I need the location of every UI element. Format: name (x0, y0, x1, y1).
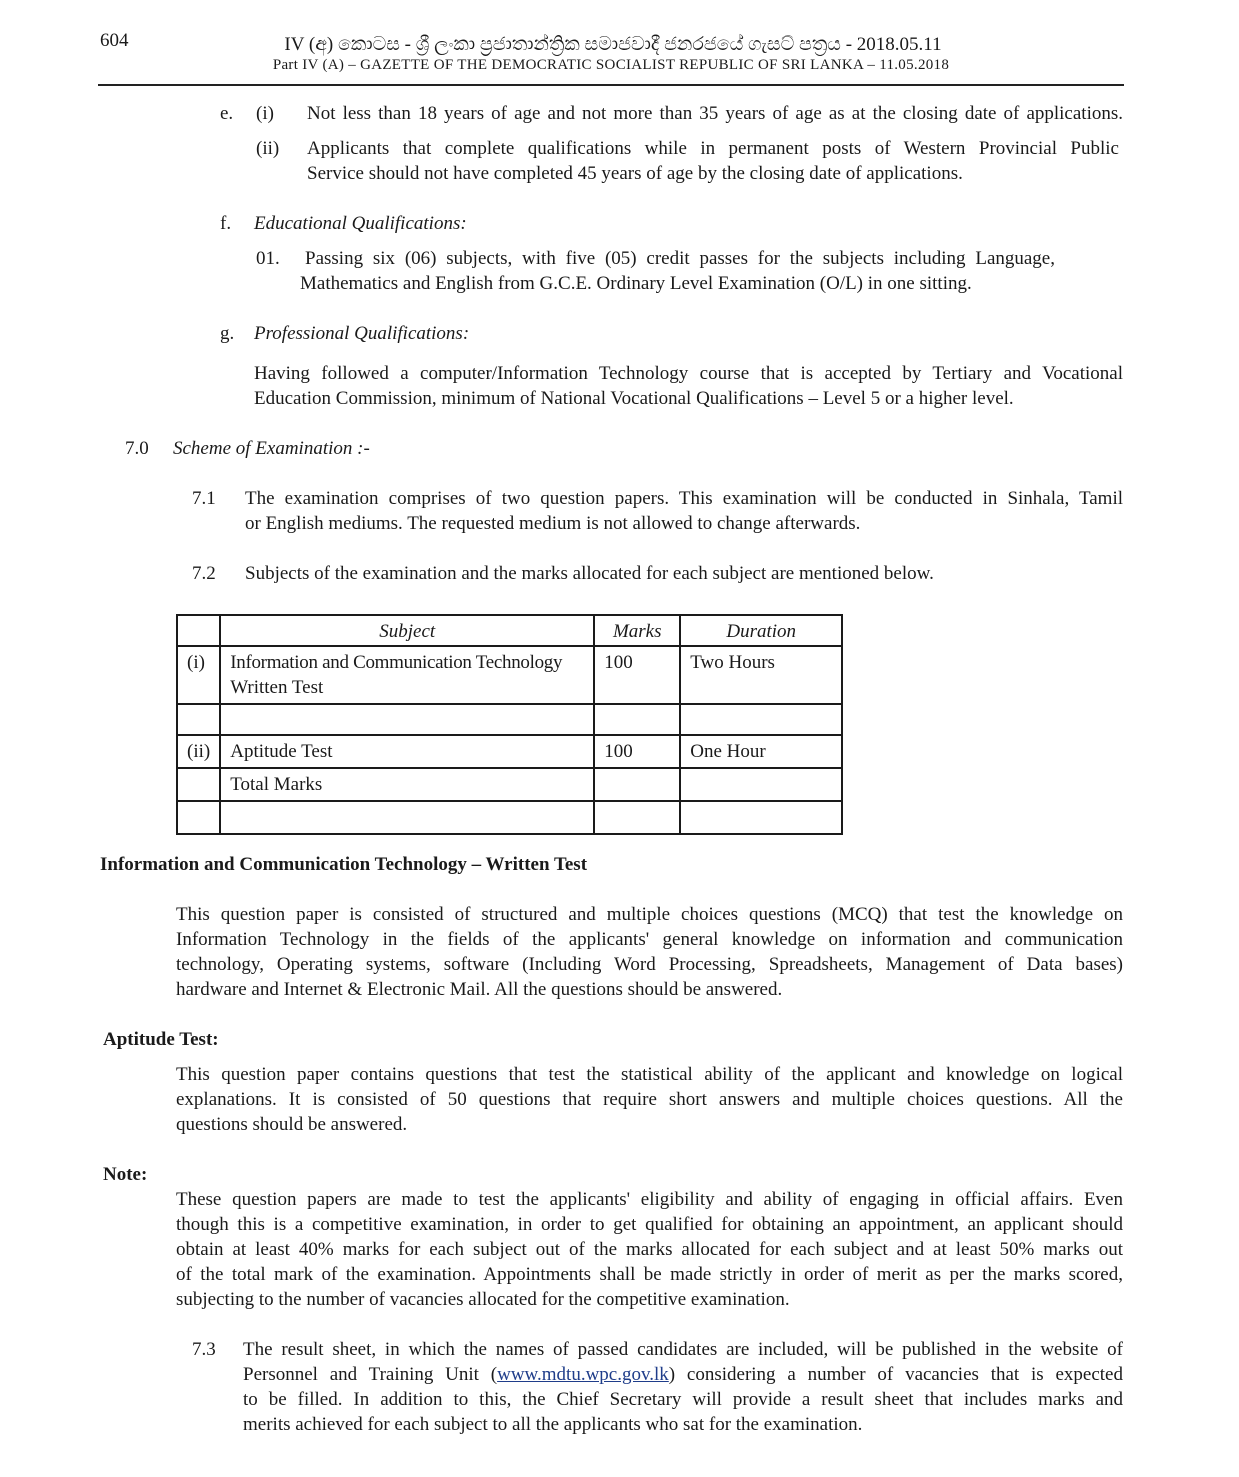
section-e-marker: e. (220, 103, 234, 124)
table-row (177, 768, 842, 801)
table-header-row (177, 615, 842, 646)
aptitude-heading: Aptitude Test: (103, 1029, 219, 1050)
aptitude-line: explanations. It is consisted of 50 questions that require short answers and multiple choices questions. All the (176, 1089, 1123, 1110)
section-7-3-line: The result sheet, in which the names of passed candidates are included, will be published in the website of (243, 1339, 1123, 1360)
section-e-ii-line: Service should not have completed 45 years of age by the closing date of applications. (307, 163, 963, 184)
marks-table (176, 614, 843, 835)
ict-line: This question paper is consisted of structured and multiple choices questions (MCQ) that test the knowledge on (176, 904, 1123, 925)
aptitude-line: This question paper contains questions that test the statistical ability of the applicant and knowledge on logical (176, 1064, 1123, 1085)
table-header-marks: Marks (594, 615, 680, 646)
header-english: Part IV (A) – GAZETTE OF THE DEMOCRATIC SOCIALIST REPUBLIC OF SRI LANKA – 11.05.2018 (272, 57, 950, 73)
table-cell-marks (594, 704, 680, 735)
ict-line: technology, Operating systems, software (Including Word Processing, Spreadsheets, Management of Data bases) (176, 954, 1123, 975)
section-7-3-line: merits achieved for each subject to all the applicants who sat for the examination. (243, 1414, 863, 1435)
section-g-line: Education Commission, minimum of National Vocational Qualifications – Level 5 or a higher level. (254, 388, 1014, 409)
note-line: subjecting to the number of vacancies allocated for the competitive examination. (176, 1289, 790, 1310)
table-header-subject: Subject (220, 615, 594, 646)
table-cell-subject (220, 646, 594, 704)
table-cell-subject: Total Marks (220, 768, 594, 801)
section-f-item-marker: 01. (256, 248, 280, 269)
section-7-3-line (243, 1362, 1123, 1387)
section-7-2-text: Subjects of the examination and the marks allocated for each subject are mentioned below. (245, 563, 934, 584)
note-line: These question papers are made to test the applicants' eligibility and ability of engaging in official affairs. Even (176, 1189, 1123, 1210)
section-7-3-line: to be filled. In addition to this, the Chief Secretary will provide a result sheet that includes marks and (243, 1389, 1123, 1410)
table-row (177, 704, 842, 735)
table-cell-duration: One Hour (680, 735, 842, 768)
section-f-heading: Educational Qualifications: (254, 213, 467, 234)
ict-heading: Information and Communication Technology – Written Test (100, 854, 588, 875)
table-cell-marks: 100 (594, 735, 680, 768)
section-7-number: 7.0 (125, 438, 149, 459)
section-e-i-marker: (i) (256, 103, 274, 124)
section-e-ii-marker: (ii) (256, 138, 280, 159)
header-rule (98, 84, 1124, 86)
table-cell-no (177, 704, 220, 735)
section-7-1-line: or English mediums. The requested medium is not allowed to change afterwards. (245, 513, 861, 534)
section-7-2-number: 7.2 (192, 563, 216, 584)
table-cell-subject (220, 704, 594, 735)
aptitude-line: questions should be answered. (176, 1114, 408, 1135)
table-header-duration: Duration (680, 615, 842, 646)
table-cell-subject-line: Written Test (230, 677, 324, 698)
section-f-marker: f. (220, 213, 232, 234)
table-cell-no: (ii) (177, 735, 220, 768)
section-f-item-line: Mathematics and English from G.C.E. Ordinary Level Examination (O/L) in one sitting. (300, 273, 972, 294)
ict-line: Information Technology in the fields of the applicants' general knowledge on information and communication (176, 929, 1123, 950)
note-line: though this is a competitive examination, in order to get qualified for obtaining an appointment, an applicant should (176, 1214, 1123, 1235)
section-e-ii-line: Applicants that complete qualifications while in permanent posts of Western Provincial Public (307, 138, 1119, 159)
note-line: of the total mark of the examination. Appointments shall be made strictly in order of merit as per the marks scored, (176, 1264, 1123, 1285)
section-7-1-number: 7.1 (192, 488, 216, 509)
table-cell-duration (680, 768, 842, 801)
page-number: 604 (100, 30, 129, 51)
table-cell-subject (220, 801, 594, 834)
table-cell-duration (680, 801, 842, 834)
table-cell-no (177, 768, 220, 801)
table-row (177, 646, 842, 704)
section-7-3-text: ) considering a number of vacancies that is expected (668, 1364, 1123, 1385)
table-cell-marks: 100 (594, 646, 680, 704)
table-cell-marks (594, 768, 680, 801)
section-g-marker: g. (220, 323, 235, 344)
website-link[interactable]: www.mdtu.wpc.gov.lk (497, 1364, 669, 1385)
section-7-3-number: 7.3 (192, 1339, 216, 1360)
note-line: obtain at least 40% marks for each subject out of the marks allocated for each subject and at least 50% marks out (176, 1239, 1123, 1260)
table-row (177, 801, 842, 834)
table-cell-subject: Aptitude Test (220, 735, 594, 768)
table-cell-duration: Two Hours (680, 646, 842, 704)
table-cell-subject-line: Information and Communication Technology (230, 652, 563, 673)
section-7-3-text: Personnel and Training Unit ( (243, 1364, 498, 1385)
table-row (177, 735, 842, 768)
table-header-no (177, 615, 220, 646)
section-7-1-line: The examination comprises of two question papers. This examination will be conducted in Sinhala, Tamil (245, 488, 1123, 509)
section-g-line: Having followed a computer/Information Technology course that is accepted by Tertiary and Vocational (254, 363, 1123, 384)
table-cell-duration (680, 704, 842, 735)
table-cell-marks (594, 801, 680, 834)
section-f-item-line: Passing six (06) subjects, with five (05) credit passes for the subjects including Language, (305, 248, 1055, 269)
table-cell-no (177, 801, 220, 834)
header-sinhala: IV (අ) කොටස - ශ්‍රී ලංකා ප්‍රජාතාන්ත්‍රික සමාජවාදී ජනරජයේ ගැසට් පත්‍රය - 2018.05.11 (284, 34, 942, 55)
section-7-heading: Scheme of Examination :- (173, 438, 370, 459)
ict-line: hardware and Internet & Electronic Mail. All the questions should be answered. (176, 979, 783, 1000)
table-cell-no: (i) (177, 646, 220, 704)
section-g-heading: Professional Qualifications: (254, 323, 470, 344)
section-e-i-text: Not less than 18 years of age and not more than 35 years of age as at the closing date of applications. (307, 103, 1123, 124)
note-heading: Note: (103, 1164, 148, 1185)
